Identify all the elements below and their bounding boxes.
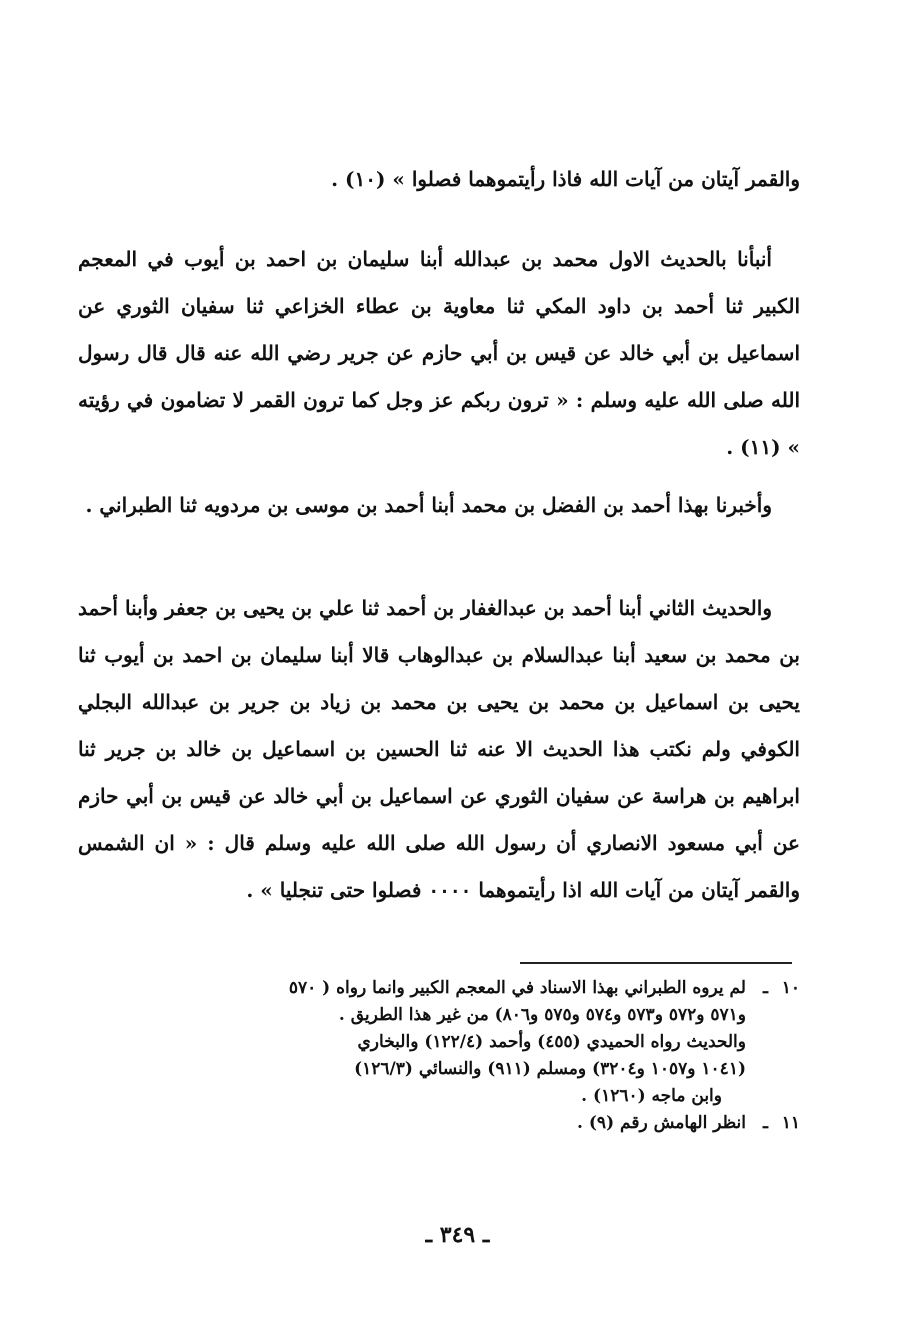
- paragraph-text: والقمر آيتان من آيات الله فاذا رأيتموهما فصلوا » (١٠) .: [331, 167, 800, 191]
- paragraph-text: وأخبرنا بهذا أحمد بن الفضل بن محمد أبنا أحمد بن موسى بن مردويه ثنا الطبراني .: [85, 493, 772, 517]
- paragraph-alternate-chain: [78, 482, 800, 529]
- footnote-line: وابن ماجه (١٢٦٠) .: [581, 1086, 722, 1106]
- footnote-number: ١١: [781, 1113, 800, 1133]
- footnote-dash: ـ: [763, 1113, 768, 1133]
- footnote-line: (١٠٤١ و١٠٥٧ و٣٢٠٤) ومسلم (٩١١) والنسائي (١٢٦/٣): [354, 1059, 746, 1079]
- footnote-line: و٥٧١ و٥٧٢ و٥٧٣ و٥٧٤ و٥٧٥ و٨٠٦) من غير هذا الطريق .: [338, 1005, 746, 1025]
- footnote-dash: ـ: [763, 978, 768, 998]
- paragraph-continuation: [78, 156, 800, 203]
- footnote-11: [78, 1110, 800, 1137]
- footnotes: [78, 975, 800, 1137]
- footnote-divider: [520, 962, 792, 964]
- paragraph-text: والحديث الثاني أبنا أحمد بن عبدالغفار بن أحمد ثنا علي بن يحيى بن جعفر وأبنا أحمد بن محمد بن سعيد أبنا عبدالسلام بن عبدالوهاب قالا أبنا سليمان بن احمد بن أيوب ثنا يحيى بن اسماعيل بن محمد بن يحيى بن محمد بن زياد بن جرير بن عبدالله البجلي الكوفي ولم نكتب هذا الحديث الا عنه ثنا الحسين بن اسماعيل بن خالد بن جرير ثنا ابراهيم بن هراسة عن سفيان الثوري عن اسماعيل بن أبي خالد عن قيس بن أبي حازم عن أبي مسعود الانصاري أن رسول الله صلى الله عليه وسلم قال : « ان الشمس والقمر آيتان من آيات الله اذا رأيتموهما ٠٠٠٠ فصلوا حتى تنجليا » .: [78, 596, 800, 902]
- page-number: ـ ٣٤٩ ـ: [425, 1222, 490, 1248]
- footnote-line: انظر الهامش رقم (٩) .: [577, 1113, 746, 1133]
- footnote-body: [78, 1110, 746, 1137]
- footnote-number: ١٠: [781, 978, 800, 998]
- footnote-line: لم يروه الطبراني بهذا الاسناد في المعجم الكبير وانما رواه ( ٥٧٠: [288, 978, 746, 998]
- footnote-10: [78, 975, 800, 1029]
- footnote-body: [78, 975, 746, 1029]
- footnote-line: والحديث رواه الحميدي (٤٥٥) وأحمد (١٢٢/٤) والبخاري: [357, 1032, 746, 1052]
- paragraph-hadith-two: [78, 585, 800, 914]
- paragraph-text: أنبأنا بالحديث الاول محمد بن عبدالله أبنا سليمان بن احمد بن أيوب في المعجم الكبير ثنا أحمد بن داود المكي ثنا معاوية بن عطاء الخزاعي ثنا سفيان الثوري عن اسماعيل بن أبي خالد عن قيس بن أبي حازم عن جرير رضي الله عنه قال قال رسول الله صلى الله عليه وسلم : « ترون ربكم عز وجل كما ترون القمر لا تضامون في رؤيته » (١١) .: [78, 247, 800, 459]
- paragraph-hadith-one: [78, 236, 800, 471]
